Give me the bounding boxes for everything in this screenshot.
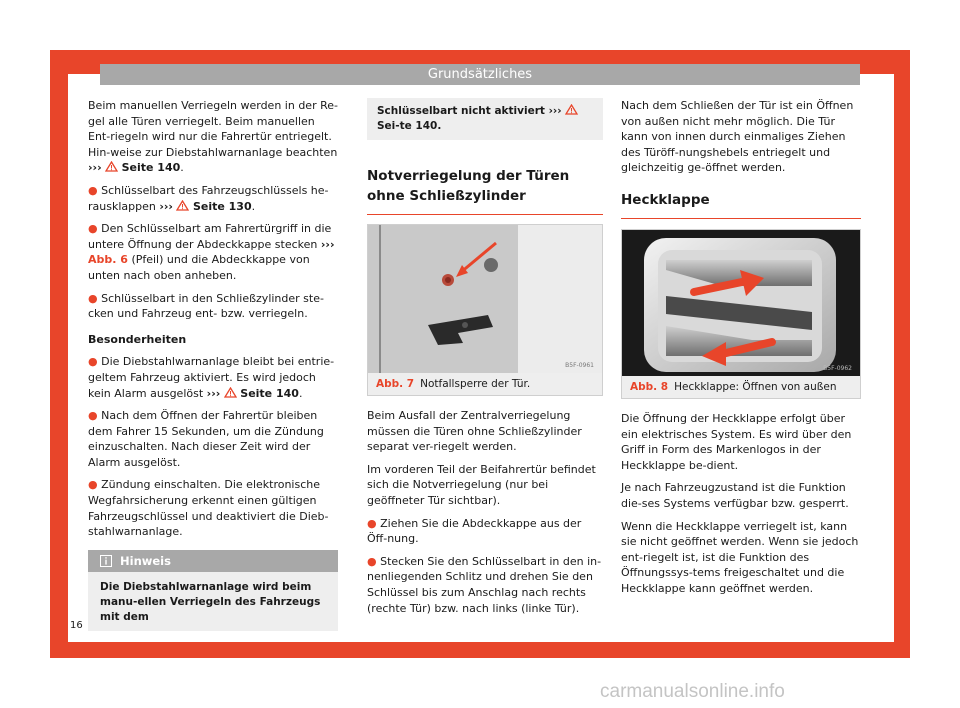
section-title: Heckklappe [621, 190, 861, 219]
info-icon [100, 555, 112, 567]
bullet-icon: ● [88, 183, 98, 197]
column-1 [88, 98, 338, 631]
paragraph: Beim Ausfall der Zentralverriegelung müssen die Türen ohne Schließzylinder separat ver-riegelt werden. [367, 409, 582, 454]
bullet-item: ● Ziehen Sie die Abdeckkappe aus der Öff-nung. [367, 516, 582, 546]
figure-ref-link[interactable]: Abb. 6 [88, 253, 128, 267]
page-ref-link[interactable]: Seite 140 [240, 386, 299, 400]
figure-tailgate-logo [621, 229, 861, 399]
page-number: 16 [70, 620, 83, 631]
ref-arrow: ››› [320, 237, 335, 251]
section-header: Grundsätzliches [100, 64, 860, 85]
column-2 [367, 98, 603, 623]
tailgate-logo-illustration [622, 230, 860, 376]
warning-icon [565, 104, 578, 115]
continuation-box: Schlüsselbart nicht aktiviert ››› Sei-te 140. [367, 98, 603, 140]
bullet-icon: ● [88, 355, 98, 369]
subheading: Besonderheiten [88, 332, 187, 346]
warning-icon [176, 200, 189, 211]
bullet-icon: ● [88, 222, 98, 236]
bullet-item: ● Die Diebstahlwarnanlage bleibt bei entrie-geltem Fahrzeug aktiviert. Es wird jedoch kein Alarm ausgelöst ››› Seite 140. [88, 355, 335, 400]
bullet-item: ● Zündung einschalten. Die elektronische Wegfahrsicherung erkennt einen gültigen Fahrzeugschlüssel und deaktiviert die Dieb-stahlwarnanlage. [88, 478, 329, 539]
bullet-item: ● Schlüsselbart in den Schließzylinder ste-cken und Fahrzeug ent- bzw. verriegeln. [88, 291, 324, 321]
hint-text: Die Diebstahlwarnanlage wird beim manu-ellen Verriegeln des Fahrzeugs mit dem [100, 580, 321, 623]
bullet-icon: ● [88, 409, 98, 423]
page-ref-link[interactable]: Sei-te 140 [377, 120, 438, 132]
bullet-item: ● Schlüsselbart des Fahrzeugschlüssels he-rausklappen ››› Seite 130. [88, 183, 329, 213]
hint-box [88, 550, 338, 631]
ref-arrow: ››› [206, 386, 221, 400]
figure-caption: Abb. 8 Heckklappe: Öffnen von außen [622, 376, 860, 398]
column-3 [621, 98, 861, 604]
watermark-text: carmanualsonline.info [600, 681, 785, 702]
bullet-icon: ● [88, 291, 98, 305]
section-title: Notverriegelung der Türen ohne Schließzylinder [367, 166, 603, 215]
paragraph: Nach dem Schließen der Tür ist ein Öffnen von außen nicht mehr möglich. Die Tür kann von innen durch einmaliges Ziehen des Türöff-nungshebels entriegelt und gleichzeitig ge-öffnet werden. [621, 99, 854, 175]
page-ref-link[interactable]: Seite 140 [121, 161, 181, 175]
paragraph: Wenn die Heckklappe verriegelt ist, kann sie nicht geöffnet werden. Wenn sie jedoch ent-riegelt ist, ist die Funktion des Öffnungssys-tems freigeschaltet und die Heckklappe kann geöffnet werden. [621, 519, 859, 595]
page-ref-link[interactable]: Seite 130 [192, 199, 252, 213]
figure-caption: Abb. 7 Notfallsperre der Tür. [368, 373, 602, 395]
warning-icon [224, 387, 237, 398]
warning-icon [105, 161, 118, 172]
bullet-item: ● Stecken Sie den Schlüsselbart in den in-nenliegenden Schlitz und drehen Sie den Schlüssel bis zum Anschlag nach rechts (rechte Tür) bzw. nach links (linke Tür). [367, 554, 602, 615]
bullet-item: ● Den Schlüsselbart am Fahrertürgriff in die untere Öffnung der Abdeckkappe stecken ››› Abb. 6 (Pfeil) und die Abdeckkappe von unten nach oben anheben. [88, 222, 335, 282]
paragraph: Im vorderen Teil der Beifahrertür befindet sich die Notverriegelung (nur bei geöffneter Tür sichtbar). [367, 462, 596, 507]
ref-arrow: ››› [88, 161, 102, 175]
paragraph: Je nach Fahrzeugzustand ist die Funktion die-ses Systems verfügbar bzw. gesperrt. [621, 481, 849, 510]
hint-header: Hinweis [88, 550, 338, 572]
figure-code: B5F-0961 [565, 362, 594, 369]
intro-paragraph: Beim manuellen Verriegeln werden in der Re-gel alle Türen verriegelt. Beim manuellen Ent-riegeln wird nur die Fahrertür entriegelt. Hin-weise zur Diebstahlwarnanlage beachten ››› Seite 140. [88, 99, 338, 175]
figure-code: B5F-0962 [823, 364, 852, 372]
ref-arrow: ››› [159, 199, 173, 213]
ref-arrow: ››› [548, 105, 562, 117]
bullet-item: ● Nach dem Öffnen der Fahrertür bleiben dem Fahrer 15 Sekunden, um die Zündung einzuschalten. Nach dieser Zeit wird der Alarm ausgelöst. [88, 409, 324, 469]
paragraph: Die Öffnung der Heckklappe erfolgt über ein elektrisches System. Es wird über den Griff in Form des Markenlogos in der Heckklappe be-dient. [621, 411, 852, 472]
figure-door-lock [367, 224, 603, 396]
bullet-icon: ● [367, 554, 377, 568]
bullet-icon: ● [367, 516, 377, 530]
door-lock-illustration [368, 225, 602, 373]
bullet-icon: ● [88, 478, 98, 492]
